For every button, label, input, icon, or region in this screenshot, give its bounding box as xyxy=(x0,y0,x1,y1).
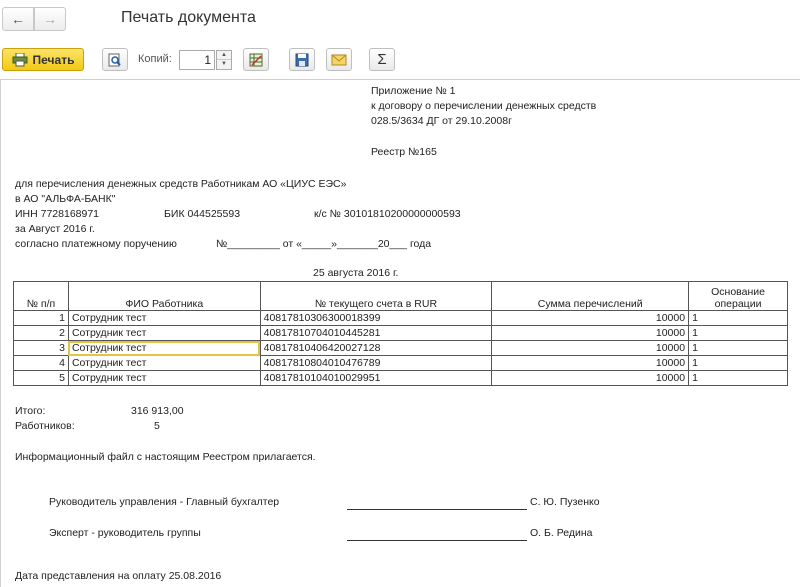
send-email-button[interactable] xyxy=(326,48,352,71)
arrow-right-icon: → xyxy=(43,11,57,27)
contract-ref: 028.5/3634 ДГ от 29.10.2008г xyxy=(371,115,512,127)
row-number[interactable]: 1 xyxy=(14,311,69,326)
bik-field: БИК 044525593 xyxy=(164,208,241,220)
row-basis[interactable]: 1 xyxy=(689,341,788,356)
floppy-icon xyxy=(295,53,309,67)
header-name: ФИО Работника xyxy=(68,282,260,311)
row-account[interactable]: 40817810704010445281 xyxy=(260,326,492,341)
row-amount[interactable]: 10000 xyxy=(492,341,689,356)
row-number[interactable]: 4 xyxy=(14,356,69,371)
spin-down-icon[interactable]: ▼ xyxy=(221,61,227,67)
sum-button[interactable] xyxy=(369,48,395,71)
signer2-signature-line xyxy=(347,540,527,541)
row-number[interactable]: 2 xyxy=(14,326,69,341)
appendix-title: Приложение № 1 xyxy=(371,85,456,97)
row-account[interactable]: 40817810306300018399 xyxy=(260,311,492,326)
row-name[interactable]: Сотрудник тест xyxy=(68,326,260,341)
row-basis[interactable]: 1 xyxy=(689,311,788,326)
purpose-line: для перечисления денежных средств Работникам АО «ЦИУС ЕЭС» xyxy=(15,178,347,190)
document-area xyxy=(0,79,800,587)
header-amount: Сумма перечислений xyxy=(492,282,689,311)
table-row[interactable] xyxy=(14,371,788,386)
signer2-name: О. Б. Редина xyxy=(530,527,593,539)
total-value: 316 913,00 xyxy=(131,405,184,417)
table-row[interactable] xyxy=(14,326,788,341)
total-label: Итого: xyxy=(15,405,46,417)
copies-label: Копий: xyxy=(138,53,172,65)
row-amount[interactable]: 10000 xyxy=(492,371,689,386)
row-basis[interactable]: 1 xyxy=(689,371,788,386)
signer1-role: Руководитель управления - Главный бухгалтер xyxy=(49,496,280,508)
arrow-left-icon: ← xyxy=(11,11,25,27)
order-blank: №_________ от «_____»_______20___ года xyxy=(216,238,432,250)
edit-mode-button[interactable] xyxy=(243,48,269,71)
forward-button[interactable] xyxy=(34,7,66,31)
registry-date: 25 августа 2016 г. xyxy=(313,267,399,279)
signer2-role: Эксперт - руководитель группы xyxy=(49,527,201,539)
row-amount[interactable]: 10000 xyxy=(492,311,689,326)
table-row[interactable] xyxy=(14,356,788,371)
print-button[interactable] xyxy=(2,48,84,71)
save-button[interactable] xyxy=(289,48,315,71)
table-header-row xyxy=(14,282,788,311)
copies-spinner[interactable] xyxy=(216,50,232,70)
info-file-note: Информационный файл с настоящим Реестром прилагается. xyxy=(15,451,316,463)
sigma-icon: Σ xyxy=(377,51,387,68)
header-basis: Основание операции xyxy=(689,282,788,311)
header-account: № текущего счета в RUR xyxy=(260,282,492,311)
table-row[interactable] xyxy=(14,311,788,326)
row-name-selected[interactable]: Сотрудник тест xyxy=(68,341,260,356)
row-amount[interactable]: 10000 xyxy=(492,326,689,341)
row-account[interactable]: 40817810406420027128 xyxy=(260,341,492,356)
spin-up-icon[interactable]: ▲ xyxy=(217,51,231,60)
registry-table xyxy=(13,281,788,386)
envelope-icon xyxy=(331,54,347,66)
row-basis[interactable]: 1 xyxy=(689,326,788,341)
ks-field: к/с № 30101810200000000593 xyxy=(314,208,461,220)
row-number[interactable]: 5 xyxy=(14,371,69,386)
edit-grid-icon xyxy=(249,53,263,67)
workers-label: Работников: xyxy=(15,420,75,432)
print-label: Печать xyxy=(32,52,75,67)
row-name[interactable]: Сотрудник тест xyxy=(68,371,260,386)
row-name[interactable]: Сотрудник тест xyxy=(68,311,260,326)
registry-title: Реестр №165 xyxy=(371,146,437,158)
order-text: согласно платежному поручению xyxy=(15,238,177,250)
table-row[interactable] xyxy=(14,341,788,356)
row-basis[interactable]: 1 xyxy=(689,356,788,371)
inn-field: ИНН 7728168971 xyxy=(15,208,100,220)
page-title: Печать документа xyxy=(121,9,256,26)
bank-line: в АО "АЛЬФА-БАНК" xyxy=(15,193,116,205)
printer-icon xyxy=(12,53,28,67)
signer1-signature-line xyxy=(347,509,527,510)
header-number: № п/п xyxy=(14,282,69,311)
preview-button[interactable] xyxy=(102,48,128,71)
row-account[interactable]: 40817810804010476789 xyxy=(260,356,492,371)
row-name[interactable]: Сотрудник тест xyxy=(68,356,260,371)
workers-value: 5 xyxy=(154,420,160,432)
submit-date: Дата представления на оплату 25.08.2016 xyxy=(15,570,222,582)
row-account[interactable]: 40817810104010029951 xyxy=(260,371,492,386)
contract-line: к договору о перечислении денежных средств xyxy=(371,100,597,112)
row-number[interactable]: 3 xyxy=(14,341,69,356)
period-line: за Август 2016 г. xyxy=(15,223,95,235)
row-amount[interactable]: 10000 xyxy=(492,356,689,371)
copies-input[interactable]: 1 xyxy=(179,50,215,70)
magnifier-icon xyxy=(108,53,122,67)
back-button[interactable] xyxy=(2,7,34,31)
signer1-name: С. Ю. Пузенко xyxy=(530,496,600,508)
